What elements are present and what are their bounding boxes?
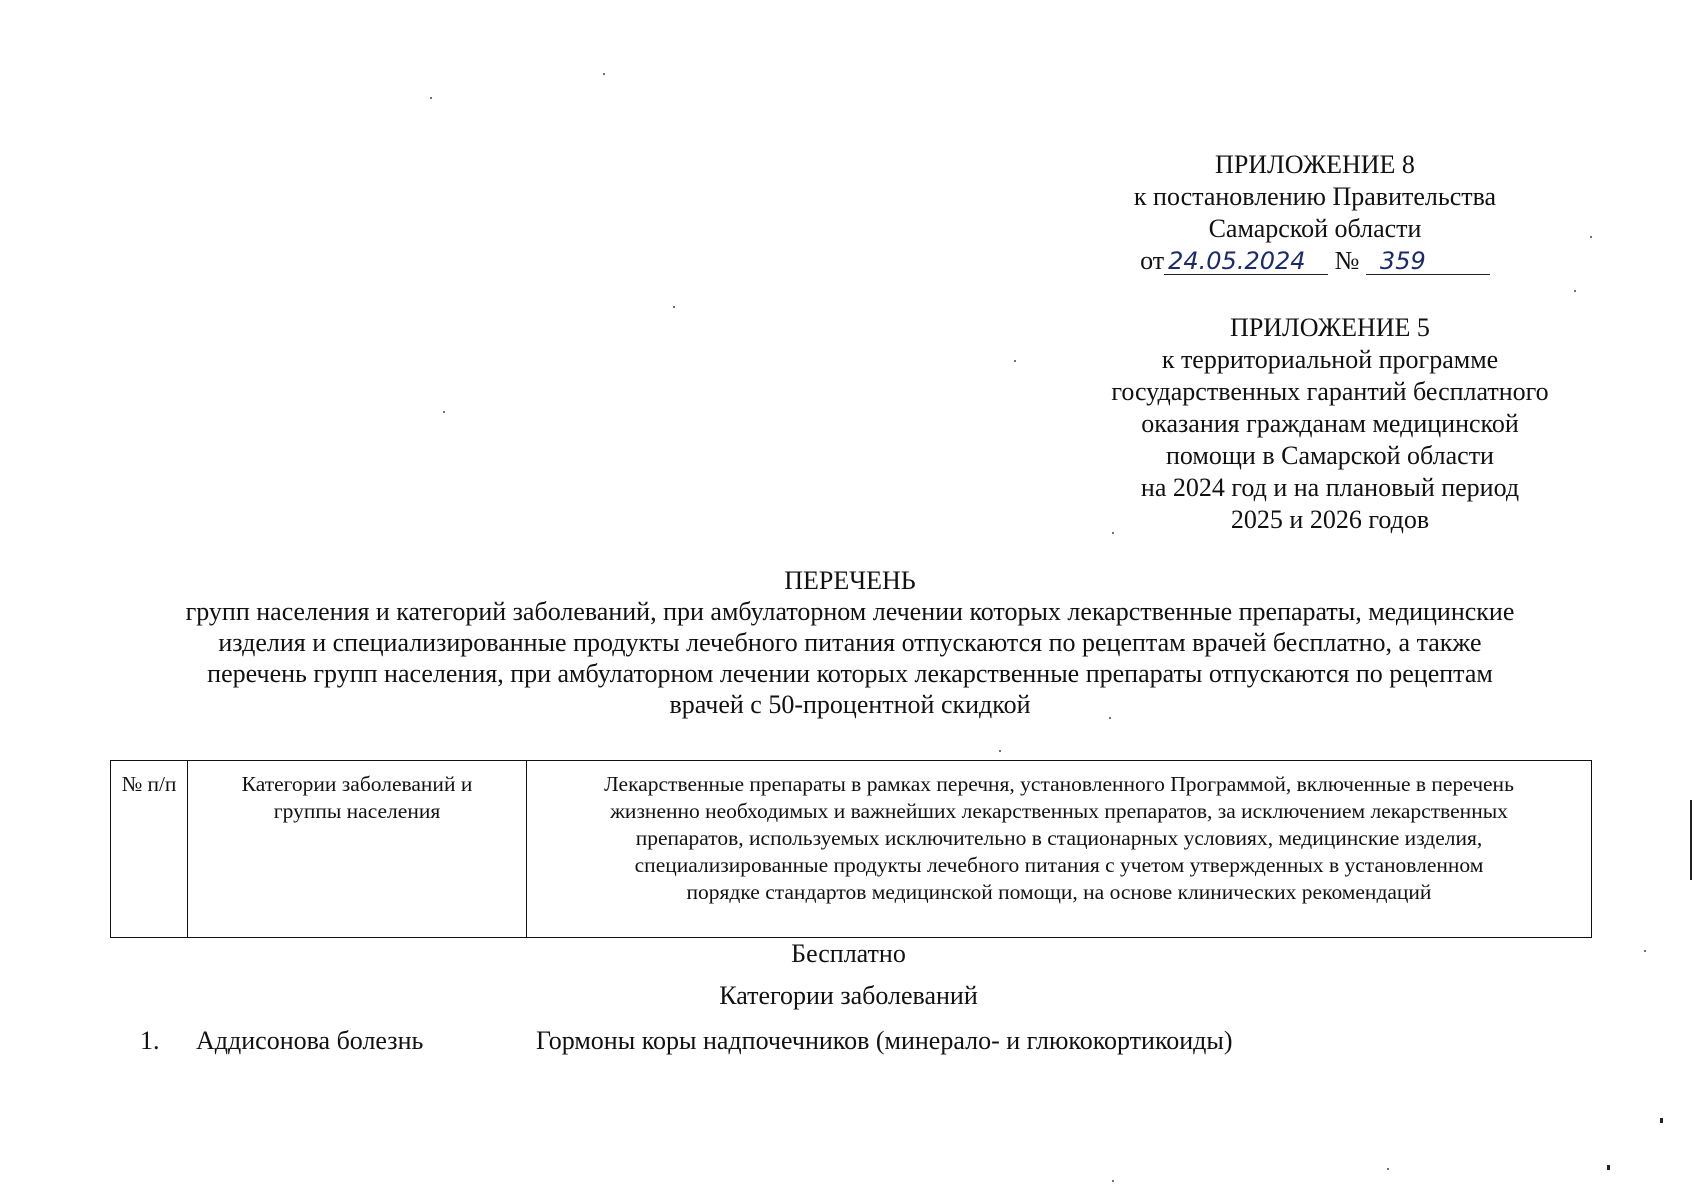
document-title-line: изделия и специализированные продукты лечебного питания отпускаются по рецептам врачей бесплатно, а также [218,628,1482,657]
scan-speck [999,750,1001,752]
scan-speck [1574,290,1576,292]
scan-speck [430,97,432,99]
appendix-5-line: к территориальной программе [1161,345,1499,374]
scan-speck [603,73,605,75]
appendix-8-line-2: Самарской области [1208,214,1422,243]
appendix-5-line: государственных гарантий бесплатного [1111,377,1549,406]
header-drugs-line: специализированные продукты лечебного питания с учетом утвержденных в установленном [634,853,1484,877]
handwritten-date: 24.05.2024 [1164,248,1328,275]
scan-speck [1112,532,1114,534]
scan-speck [1109,717,1111,719]
table-row-drugs: Гормоны коры надпочечников (минерало- и глюкокортикоиды) [536,1026,1233,1055]
scan-edge-mark [1660,1118,1663,1123]
document-title-line: перечень групп населения, при амбулаторном лечении которых лекарственные препараты отпускаются по рецептам [207,659,1493,688]
appendix-8-block [1090,149,1540,277]
scan-edge-mark [1690,800,1692,880]
scan-speck [1112,1180,1114,1182]
appendix-8-date-line [1090,245,1540,277]
appendix-5-line: помощи в Самарской области [1166,441,1494,470]
handwritten-number: 359 [1366,248,1490,275]
appendix-5-block [1070,312,1590,536]
table-row-category: Аддисонова болезнь [196,1026,424,1055]
header-drugs-line: препаратов, используемых исключительно в стационарных условиях, медицинские изделия, [635,826,1483,850]
scan-edge-mark [1607,1165,1610,1170]
header-categories-line: Категории заболеваний и [241,772,473,796]
document-title-block [110,565,1590,720]
header-drugs-line: Лекарственные препараты в рамках перечня, установленного Программой, включенные в перечень [604,772,1514,796]
header-drugs-line: жизненно необходимых и важнейших лекарственных препаратов, за исключением лекарственных [610,799,1508,823]
scan-speck [1590,236,1592,238]
document-title-line: врачей с 50-процентной скидкой [669,690,1031,719]
disease-categories-heading: Категории заболеваний [719,981,978,1010]
header-cell-categories [188,761,527,938]
scan-speck [1387,1168,1389,1170]
header-number-label: № п/п [121,772,177,796]
appendix-5-line: 2025 и 2026 годов [1230,505,1430,534]
header-cell-drugs [527,761,1592,938]
appendix-5-title: ПРИЛОЖЕНИЕ 5 [1230,313,1430,342]
number-sign: № [1334,246,1360,275]
free-section-label: Бесплатно [791,939,906,968]
scan-speck [673,306,675,308]
scan-speck [1014,360,1016,362]
document-title-line: групп населения и категорий заболеваний, при амбулаторном лечении которых лекарственные препараты, медицинские [185,597,1515,626]
appendix-8-title: ПРИЛОЖЕНИЕ 8 [1215,150,1415,179]
appendix-5-line: на 2024 год и на плановый период [1140,473,1520,502]
table-row-number: 1. [140,1026,160,1055]
header-drugs-line: порядке стандартов медицинской помощи, на основе клинических рекомендаций [686,880,1432,904]
header-categories-line: группы населения [273,799,441,823]
appendix-8-line-1: к постановлению Правительства [1133,182,1497,211]
header-cell-number [111,761,188,938]
appendix-5-line: оказания гражданам медицинской [1141,409,1519,438]
list-header-table [110,760,1592,938]
document-heading: ПЕРЕЧЕНЬ [784,566,916,595]
table-header-row [111,761,1592,938]
date-prefix: от [1140,246,1165,275]
scan-speck [1644,950,1646,952]
scan-speck [443,411,445,413]
